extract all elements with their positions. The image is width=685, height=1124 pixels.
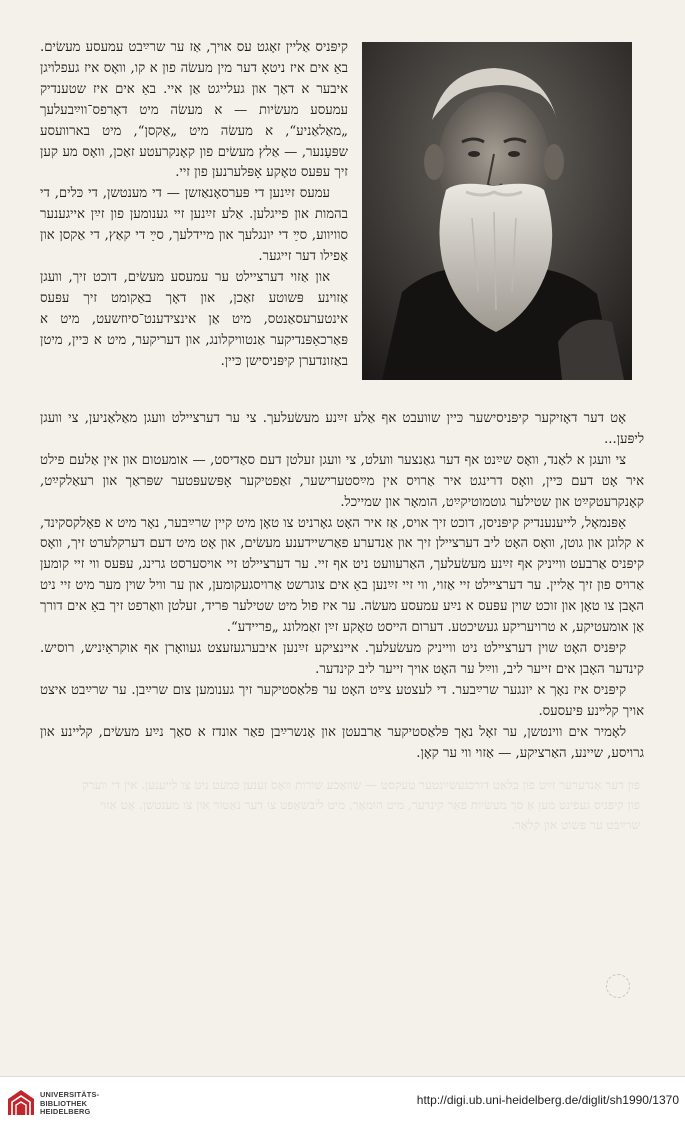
paragraph: צי וועגן א לאַנד, וואָס שײַנט אף דער גאַנצער וועלט, צי וועגן זעלטן דעם סאַדיסט, — אומעטום און אין אַלעם פילט איר אָט דעם כּיין, וואָס דרינגט איר אַרויס אין מײַסטערישער, זאַפטיקער אָפּשעפּטער שפּראַך און רעאַלקײַט, קאָנקרעטקײַט און שטילער גוטמוטיקײַט, הומאָר און שמייכל. — [40, 452, 644, 510]
paragraph: קיפּניס אַליין זאָגט עס אויך, אַז ער שרײַבט עמעסע מעשׂים. באַ אים איז ניטאָ דער מין מעשׂה פון א קו, וואָס איז געפלויגן איבער א דאַך און געלייגט אַן איי. באַ אים איז שטענדיק עמעסע מעשׂיות — א מעשׂה מיט דאָרפס־ווײַבעלעך „מאַלאַניע“, א מעשׂה מיט „אַקסן“, מיט בארוועסע שפּעַנער, — אַלץ מעשׂים פון קאָנקרעטע זאַכן, וואָס מע קען זיך עפּעס טאָקע אָפּלערנען פון זיי. — [40, 40, 348, 181]
paragraph: אָט דער דאָזיקער קיפּניסישער כּיין שוועבט אף אַלע זײַנע מעשׂעלעך. צי ער דערציילט וועגן מאַלאַניען, צי וועגן ליפּען... — [40, 411, 644, 447]
paragraph: קיפּניס איז נאָך א יונגער שרײַבער. די לעצטע צײַט האָט ער פּלאַסטיקער זיך גענומען צום שרײַבן. ער שרײַבט איצט אויך קלײנע פּיעסעס. — [40, 682, 644, 719]
viewer-footer — [0, 1076, 685, 1124]
column-text — [40, 38, 348, 373]
portrait-illustration — [362, 42, 632, 380]
paragraph: און אַזוי דערציילט ער עמעסע מעשׂים, דוכט זיך, וועגן אַזוינע פּשוטע זאַכן, און דאָך באַקומט זיך עפּעס אינטערעסאַנטס, מיט אַן אינצידענט־סיוזשעט, מיט א פּאַרכאַפּנדיקער אַנטוויקלונג, און דעריקער, מיט א כּיין, מיטן באַזונדערן קיפּניסישן כּיין. — [40, 269, 348, 369]
paragraph: קיפּניס האָט שוין דערציילט ניט ווייניק מעשׂעלעך. איינציקע זײַנען איבערגעזעצט געוואָרן אף אוקראַיִניש, רוסיש. קינדער האָבן אים זייער ליב, ווײַל ער האָט אויך זייער ליב קינדער. — [40, 640, 644, 677]
library-name-line: BIBLIOTHEK — [40, 1098, 88, 1108]
paragraph: עמעס זײַנען די פּערסאָנאַזשן — די מענטשן, די כּלים, די בהמות און פייגלען. אַלע זײַנען זיי גענומען פון זײַן אייגענער סוויווע, סײַ די יונגלעך און מיידלעך, סײַ די קאַץ, די אַקסן און אַפילו דער זייגער. — [40, 186, 348, 265]
library-name-line: UNIVERSITÄTS- — [40, 1090, 100, 1099]
permalink-url[interactable]: http://digi.ub.uni-heidelberg.de/diglit/sh1990/1370 — [416, 1093, 679, 1107]
full-width-text — [40, 409, 644, 764]
library-name — [40, 1091, 120, 1117]
paragraph: אַפּנמאָל, לייענענדיק קיפּניסן, דוכט זיך אויס, אַז איר האָט גאָרניט צו טאָן מיט קיין שרײַבער, נאָר מיט א פאָלקסקינד, א קלוגן און גוטן, וואָס האָט ליב דערציילן זיך און אַנדערע פאַרשיידענע מעשׂים, און אָט מיט דעם דערקלערט זיך, וואָס קיפּניס אַרבעט ווייניק אף זײַנע מעשׂעלעך, האַרעוועט ניט אף זיי. ער דערציילט זיי אויסערסט גרינג, עפּעס ווי זיי קומען אַרויס פון זיך אַליין. ער דערציילט זיי אַזוי, ווי זיי זײַנען באַ אים צוגרשט אַרויסגעקומען, און ער וויל שוין מער מיט זיי ניט האָבן צו טאָן און זוכט שוין עפּעס א נײַע עמעסע מעשׂה. ער איז פול מיט שטילער פּריד, זעלטן וואַרפט זיך באַ אים דורך אַן אומעטיקע, א טרויעריקע געשיכטע. דערום הייסט טאָקע זײַן זאַמלונג „פריידע“. — [40, 515, 644, 636]
paragraph: לאָמיר אים ווינטשן, ער זאָל נאָך פּלאַסטיקער אַרבעטן און אָנשרײַבן פאַר אונדז א סאַך נײַע מעשׂים, קליינע און גרויסע, שיינע, האַרציקע, — אַזוי ווי ער קאָן. — [40, 724, 644, 761]
show-through-text: פון דער אַנדערער זײַט פון בלאַט דורכגעשײַנטער טעקסט — שוואַכע שורות וואָס זענען כּמעט ניט צו לייענען. אין די ווערק פון קיפּניס געפינט מען אַ סך מעשׂיות פאַר קינדער, מיט הומאָר, מיט ליבשאַפט צו דער נאַטור און צו מענטשן. אָט אַזוי שרײַבט ער פּשוט און קלאָר. — [82, 778, 640, 832]
university-library-logo-icon — [6, 1087, 36, 1117]
library-name-line: HEIDELBERG — [40, 1107, 91, 1117]
portrait-photo — [362, 42, 632, 380]
page-stamp-mark — [606, 974, 630, 998]
